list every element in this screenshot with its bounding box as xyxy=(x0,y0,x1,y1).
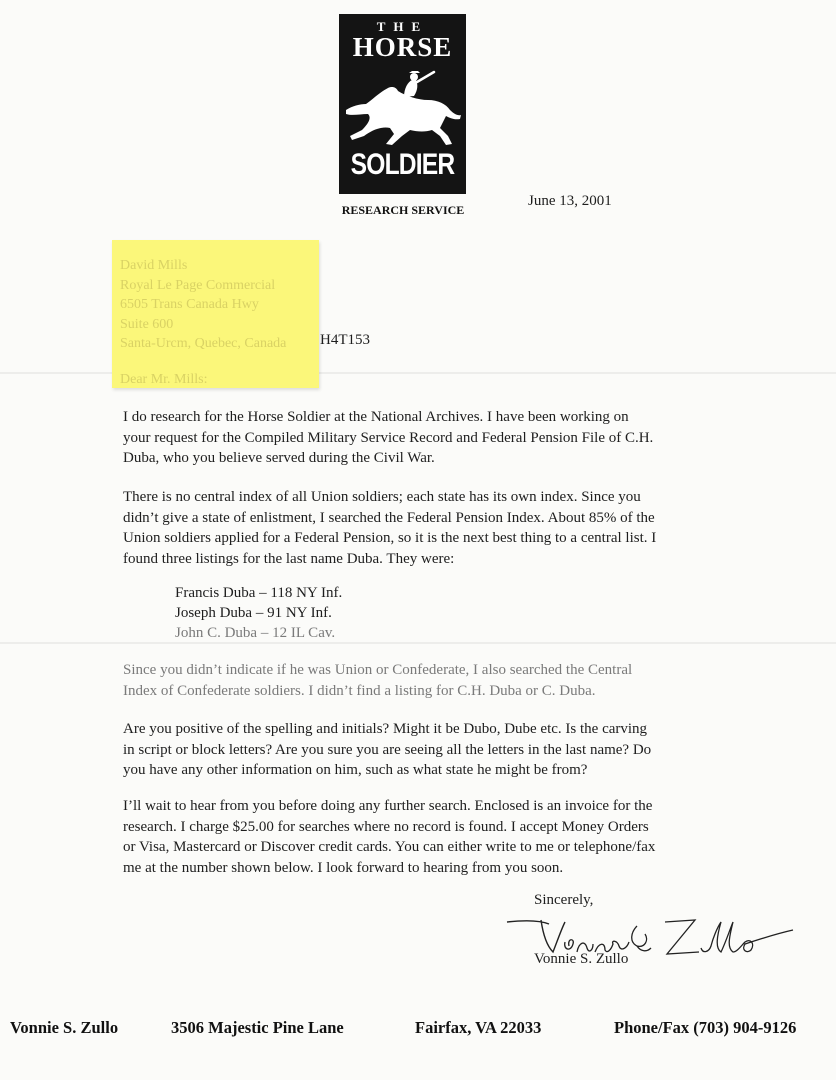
paragraph-invoice xyxy=(123,796,743,878)
horse-and-rider-icon xyxy=(342,70,463,150)
footer-phone: Phone/Fax (703) 904-9126 xyxy=(614,1018,797,1037)
paragraph-search xyxy=(123,487,743,569)
text-line: you have any other information on him, such as what state he might be from? xyxy=(123,762,588,778)
paragraph-confederate xyxy=(123,660,743,701)
text-line: me at the number shown below. I look forward to hearing from you soon. xyxy=(123,859,564,876)
footer-name: Vonnie S. Zullo xyxy=(10,1018,119,1037)
address-line: Suite 600 xyxy=(120,316,174,332)
recipient-address xyxy=(120,256,286,354)
letter-date: June 13, 2001 xyxy=(528,193,612,209)
text-line: Index of Confederate soldiers. I didn’t find a listing for C.H. Duba or C. Duba. xyxy=(123,682,596,699)
text-line: Since you didn’t indicate if he was Union or Confederate, I also searched the Central xyxy=(123,662,633,678)
horse-soldier-logo xyxy=(339,14,466,194)
footer-city: Fairfax, VA 22033 xyxy=(415,1018,542,1037)
paragraph-request xyxy=(123,407,743,469)
text-line: research. I charge $25.00 for searches where no record is found. I accept Money Orders xyxy=(123,818,649,835)
paragraph-questions xyxy=(123,719,743,781)
address-line: 6505 Trans Canada Hwy xyxy=(120,297,259,312)
text-line: Union soldiers applied for a Federal Pension, so it is the next best thing to a central list. I xyxy=(123,530,657,546)
letterhead-tagline: RESEARCH SERVICE xyxy=(341,203,465,217)
footer-address: 3506 Majestic Pine Lane xyxy=(171,1018,344,1037)
text-line: in script or block letters? Are you sure you are seeing all the letters in the last name? Do xyxy=(123,741,652,758)
paper-fold-line xyxy=(0,642,836,644)
postal-code: H4T153 xyxy=(320,332,370,348)
text-line: or Visa, Mastercard or Discover credit cards. You can either write to me or telephone/fax xyxy=(123,839,656,855)
text-line: I’ll wait to hear from you before doing any further search. Enclosed is an invoice for the xyxy=(123,798,653,814)
logo-horse-text: HORSE xyxy=(352,32,453,62)
duba-listings xyxy=(175,583,342,643)
listing-item: Francis Duba – 118 NY Inf. xyxy=(175,585,343,601)
text-line: Are you positive of the spelling and initials? Might it be Dubo, Dube etc. Is the carving xyxy=(123,721,648,737)
text-line: didn’t give a state of enlistment, I searched the Federal Pension Index. About 85% of the xyxy=(123,509,655,526)
text-line: There is no central index of all Union soldiers; each state has its own index. Since you xyxy=(123,489,641,505)
address-line: Royal Le Page Commercial xyxy=(120,277,276,293)
signer-name: Vonnie S. Zullo xyxy=(534,951,629,967)
listing-item: John C. Duba – 12 IL Cav. xyxy=(175,625,336,641)
listing-item: Joseph Duba – 91 NY Inf. xyxy=(175,605,332,621)
text-line: I do research for the Horse Soldier at the National Archives. I have been working on xyxy=(123,409,629,425)
text-line: your request for the Compiled Military Service Record and Federal Pension File of C.H. xyxy=(123,429,654,446)
logo-the-text: THE xyxy=(376,19,429,34)
text-line: found three listings for the last name Duba. They were: xyxy=(123,550,455,567)
text-line: Duba, who you believe served during the Civil War. xyxy=(123,450,435,466)
logo-soldier-text: SOLDIER xyxy=(350,148,455,181)
closing: Sincerely, xyxy=(534,892,594,908)
address-line: Santa-Urcm, Quebec, Canada xyxy=(120,336,287,351)
salutation: Dear Mr. Mills: xyxy=(120,372,208,387)
address-line: David Mills xyxy=(120,258,188,273)
